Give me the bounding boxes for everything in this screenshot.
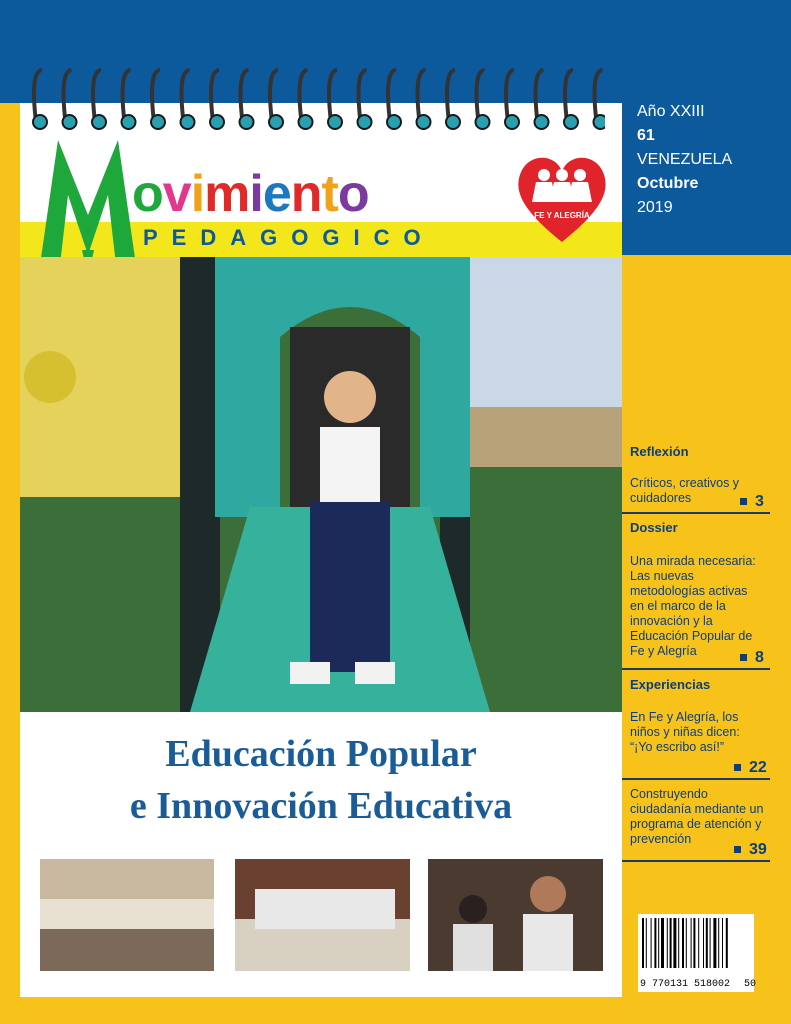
toc-item-text: En Fe y Alegría, los niños y niñas dicen: “¡Yo escribo así!” bbox=[630, 710, 740, 754]
toc-section-experiencias: Experiencias bbox=[630, 677, 711, 692]
thumbnail-photo-group bbox=[40, 859, 214, 971]
masthead-letter: t bbox=[321, 165, 338, 223]
barcode-bar bbox=[691, 918, 692, 968]
barcode-bar bbox=[698, 918, 699, 968]
masthead-letter: v bbox=[162, 165, 191, 223]
toc-page-number: 22 bbox=[734, 759, 767, 777]
spiral-ring-icon bbox=[387, 70, 401, 129]
barcode bbox=[638, 914, 757, 992]
masthead-letter: i bbox=[249, 165, 263, 223]
spiral-ring-icon bbox=[151, 70, 165, 129]
thumbnail-photo-children bbox=[428, 859, 603, 971]
barcode-bar bbox=[703, 918, 704, 968]
toc-divider bbox=[622, 778, 770, 780]
masthead-letter: o bbox=[337, 165, 369, 223]
barcode-bar bbox=[693, 918, 695, 968]
masthead-letter: i bbox=[190, 165, 205, 223]
barcode-bar bbox=[673, 918, 676, 968]
spiral-ring-icon bbox=[63, 70, 77, 129]
masthead-letter: e bbox=[262, 165, 291, 223]
spiral-ring-icon bbox=[446, 70, 460, 129]
spiral-ring-icon bbox=[92, 70, 106, 129]
barcode-bars bbox=[638, 914, 754, 974]
spiral-ring-icon bbox=[358, 70, 372, 129]
spiral-ring-icon bbox=[33, 70, 47, 129]
masthead-subtitle: PEDAGOGICO bbox=[143, 225, 435, 250]
svg-text:FE Y ALEGRÍA: FE Y ALEGRÍA bbox=[534, 211, 590, 220]
thumbnail-photo-classroom bbox=[235, 859, 410, 971]
spiral-ring-icon bbox=[122, 70, 136, 129]
barcode-bar bbox=[646, 918, 647, 968]
barcode-bar bbox=[667, 918, 668, 968]
headline-line1: Educación Popular bbox=[165, 733, 477, 775]
barcode-bar bbox=[713, 918, 716, 968]
spiral-ring-icon bbox=[594, 70, 606, 129]
issue-country: VENEZUELA bbox=[637, 151, 733, 168]
toc-item-text: Construyendo ciudadanía mediante un programa de atención y prevención bbox=[630, 787, 764, 846]
issue-year: Año XXIII bbox=[637, 103, 705, 120]
spiral-ring-icon bbox=[269, 70, 283, 129]
bullet-square-icon bbox=[734, 764, 741, 771]
toc-item-text: Una mirada necesaria: Las nuevas metodologías activas en el marco de la innovación y la Educación Popular de Fe y Alegría bbox=[630, 554, 756, 658]
spiral-ring-icon bbox=[210, 70, 224, 129]
spiral-ring-icon bbox=[299, 70, 313, 129]
spiral-ring-icon bbox=[417, 70, 431, 129]
barcode-bar bbox=[682, 918, 684, 968]
cover-photo bbox=[20, 257, 622, 712]
barcode-bar bbox=[658, 918, 659, 968]
spiral-ring-icon bbox=[240, 70, 254, 129]
issue-info bbox=[637, 100, 732, 220]
barcode-bar bbox=[710, 918, 711, 968]
spiral-ring-icon bbox=[505, 70, 519, 129]
spiral-ring-icon bbox=[328, 70, 342, 129]
spiral-ring-icon bbox=[181, 70, 195, 129]
masthead-letter: n bbox=[290, 165, 322, 223]
barcode-bar bbox=[726, 918, 728, 968]
toc-divider bbox=[622, 860, 770, 862]
barcode-bar bbox=[670, 918, 672, 968]
issue-month: Octubre bbox=[637, 175, 699, 192]
barcode-bar bbox=[706, 918, 708, 968]
barcode-bar bbox=[642, 918, 644, 968]
barcode-bar bbox=[686, 918, 687, 968]
toc-page-number: 3 bbox=[740, 493, 764, 511]
barcode-addon: 50 bbox=[744, 979, 757, 990]
barcode-bar bbox=[678, 918, 679, 968]
toc-divider bbox=[622, 668, 770, 670]
issue-year-num: 2019 bbox=[637, 199, 673, 216]
spiral-ring-icon bbox=[564, 70, 578, 129]
barcode-bar bbox=[654, 918, 656, 968]
bullet-square-icon bbox=[734, 846, 741, 853]
toc-section-dossier: Dossier bbox=[630, 520, 678, 535]
bullet-square-icon bbox=[740, 654, 747, 661]
barcode-bar bbox=[651, 918, 652, 968]
toc-divider bbox=[622, 512, 770, 514]
barcode-bar bbox=[722, 918, 723, 968]
cover-headline bbox=[20, 728, 622, 832]
masthead-letter: m bbox=[204, 165, 250, 223]
masthead-title bbox=[132, 164, 369, 224]
fe-y-alegria-logo bbox=[512, 150, 612, 250]
toc-page-number: 8 bbox=[740, 649, 764, 667]
spiral-ring-icon bbox=[535, 70, 549, 129]
toc-section-reflexion: Reflexión bbox=[630, 444, 689, 459]
toc-item-text: Críticos, creativos y cuidadores bbox=[630, 476, 740, 505]
barcode-number: 9 770131 518002 bbox=[640, 979, 731, 990]
masthead-letter: o bbox=[132, 165, 163, 223]
issue-number: 61 bbox=[637, 127, 655, 144]
headline-line2: e Innovación Educativa bbox=[129, 785, 513, 827]
toc-page-number: 39 bbox=[734, 841, 767, 859]
bullet-square-icon bbox=[740, 498, 747, 505]
barcode-bar bbox=[661, 918, 664, 968]
spiral-binding bbox=[30, 66, 605, 136]
barcode-bar bbox=[718, 918, 719, 968]
spiral-ring-icon bbox=[476, 70, 490, 129]
